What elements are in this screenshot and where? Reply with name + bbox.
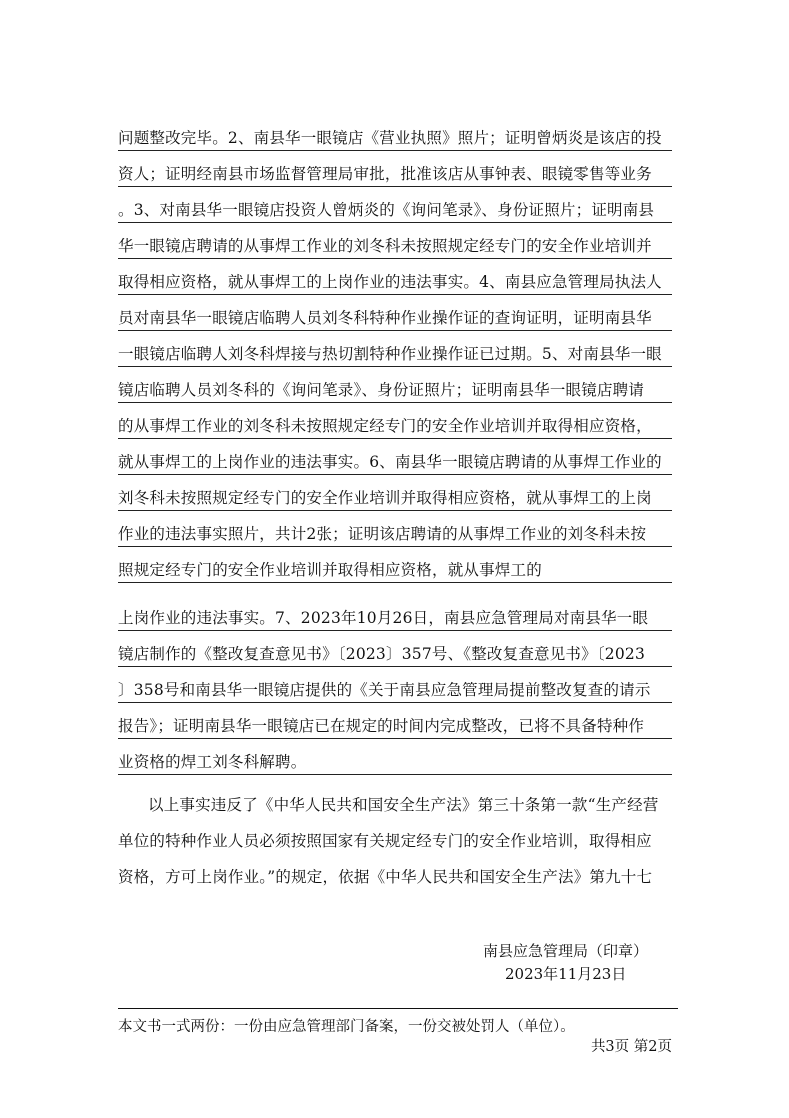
body-line: 〕358号和南县华一眼镜店提供的《关于南县应急管理局提前整改复查的请示 [118, 680, 672, 703]
body-line: 刘冬科未按照规定经专门的安全作业培训并取得相应资格，就从事焊工的上岗 [118, 488, 672, 511]
body-line: 作业的违法事实照片，共计2张；证明该店聘请的从事焊工作业的刘冬科未按 [118, 524, 672, 547]
body-line: 。3、对南县华一眼镜店投资人曾炳炎的《询问笔录》、身份证照片；证明南县 [118, 200, 672, 223]
body-line: 一眼镜店临聘人刘冬科焊接与热切割特种作业操作证已过期。5、对南县华一眼 [118, 344, 672, 367]
footer-divider [118, 1008, 678, 1009]
body-line: 问题整改完毕。2、南县华一眼镜店《营业执照》照片；证明曾炳炎是该店的投 [118, 128, 672, 151]
body-line: 取得相应资格，就从事焊工的上岗作业的违法事实。4、南县应急管理局执法人 [118, 272, 672, 295]
issue-date: 2023年11月23日 [505, 965, 627, 983]
body-line: 照规定经专门的安全作业培训并取得相应资格，就从事焊工的 [118, 560, 672, 583]
footnote: 本文书一式两份：一份由应急管理部门备案，一份交被处罚人（单位）。 [118, 1019, 575, 1035]
conclusion-line: 单位的特种作业人员必须按照国家有关规定经专门的安全作业培训，取得相应 [118, 832, 652, 850]
page-number: 共3页 第2页 [590, 1039, 672, 1055]
body-line: 报告》；证明南县华一眼镜店已在规定的时间内完成整改，已将不具备特种作 [118, 716, 672, 739]
body-line: 资人；证明经南县市场监督管理局审批，批准该店从事钟表、眼镜零售等业务 [118, 164, 672, 187]
body-line: 华一眼镜店聘请的从事焊工作业的刘冬科未按照规定经专门的安全作业培训并 [118, 236, 672, 259]
body-line: 就从事焊工的上岗作业的违法事实。6、南县华一眼镜店聘请的从事焊工作业的 [118, 452, 672, 475]
body-line: 镜店制作的《整改复查意见书》〔2023〕357号、《整改复查意见书》〔2023 [118, 644, 672, 667]
issuing-authority: 南县应急管理局（印章） [483, 942, 649, 960]
conclusion-line: 资格，方可上岗作业。”的规定，依据《中华人民共和国安全生产法》第九十七 [118, 868, 653, 886]
body-line: 上岗作业的违法事实。7、2023年10月26日，南县应急管理局对南县华一眼 [118, 608, 672, 631]
body-line: 员对南县华一眼镜店临聘人员刘冬科特种作业操作证的查询证明，证明南县华 [118, 308, 672, 331]
body-line: 的从事焊工作业的刘冬科未按照规定经专门的安全作业培训并取得相应资格， [118, 416, 672, 439]
conclusion-line: 以上事实违反了《中华人民共和国安全生产法》第三十条第一款“生产经营 [148, 796, 659, 814]
body-line: 镜店临聘人员刘冬科的《询问笔录》、身份证照片；证明南县华一眼镜店聘请 [118, 380, 672, 403]
body-line: 业资格的焊工刘冬科解聘。 [118, 752, 672, 775]
